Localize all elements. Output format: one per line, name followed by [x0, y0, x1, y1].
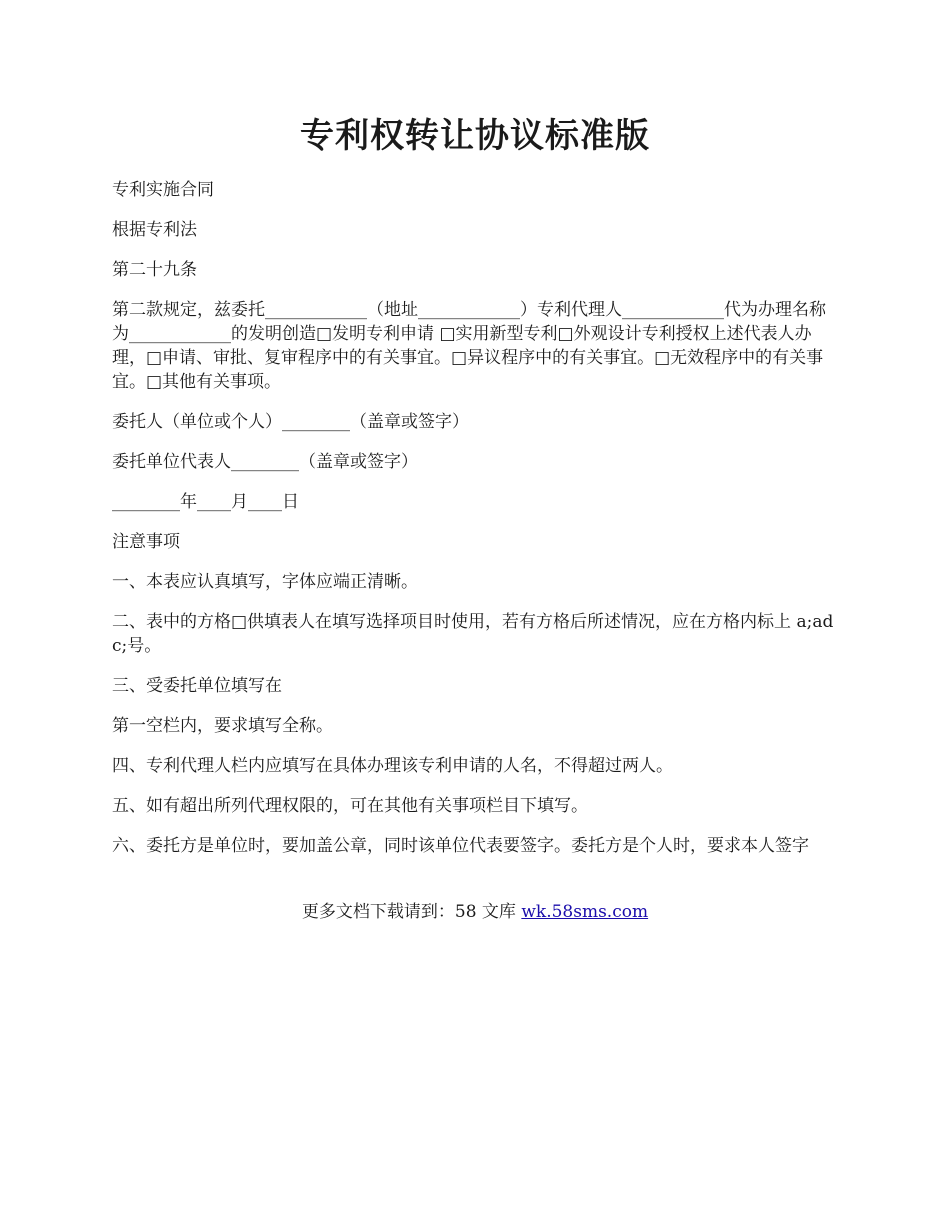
paragraph-note-3: 三、受委托单位填写在 — [112, 676, 282, 696]
paragraph-note-5: 五、如有超出所列代理权限的，可在其他有关事项栏目下填写。 — [112, 796, 588, 816]
paragraph-note-6: 六、委托方是单位时，要加盖公章，同时该单位代表要签字。委托方是个人时，要求本人签字 — [112, 836, 809, 856]
paragraph-date: ________年____月____日 — [112, 492, 299, 512]
paragraph-note-1: 一、本表应认真填写，字体应端正清晰。 — [112, 572, 418, 592]
paragraph-notes-heading: 注意事项 — [112, 532, 180, 552]
paragraph-note-4: 四、专利代理人栏内应填写在具体办理该专利申请的人名，不得超过两人。 — [112, 756, 673, 776]
paragraph-representative-signature: 委托单位代表人________（盖章或签字） — [112, 452, 418, 472]
footer-link[interactable]: wk.58sms.com — [521, 902, 649, 922]
document-title: 专利权转让协议标准版 — [300, 116, 650, 156]
paragraph-article: 第二十九条 — [112, 260, 197, 280]
paragraph-legal-basis: 根据专利法 — [112, 220, 197, 240]
paragraph-contract-type: 专利实施合同 — [112, 180, 214, 200]
paragraph-note-2: 二、表中的方格□供填表人在填写选择项目时使用，若有方格后所述情况，应在方格内标上 a;adc;号。 — [112, 612, 834, 656]
paragraph-principal-signature: 委托人（单位或个人）________（盖章或签字） — [112, 412, 469, 432]
paragraph-note-3-cont: 第一空栏内，要求填写全称。 — [112, 716, 333, 736]
footer-text: 更多文档下载请到：58 文库 — [301, 902, 522, 922]
document-body — [112, 178, 840, 874]
footer — [0, 900, 950, 924]
paragraph-entrustment: 第二款规定，兹委托____________（地址____________）专利代理人____________代为办理名称为____________的发明创造□发明专利申请 □实用新型专利□外观设计专利授权上述代表人办理，□申请、审批、复审程序中的有关事宜。□异议程序中的有关事宜。□无效程序中的有关事宜。□其他有关事项。 — [112, 300, 826, 392]
